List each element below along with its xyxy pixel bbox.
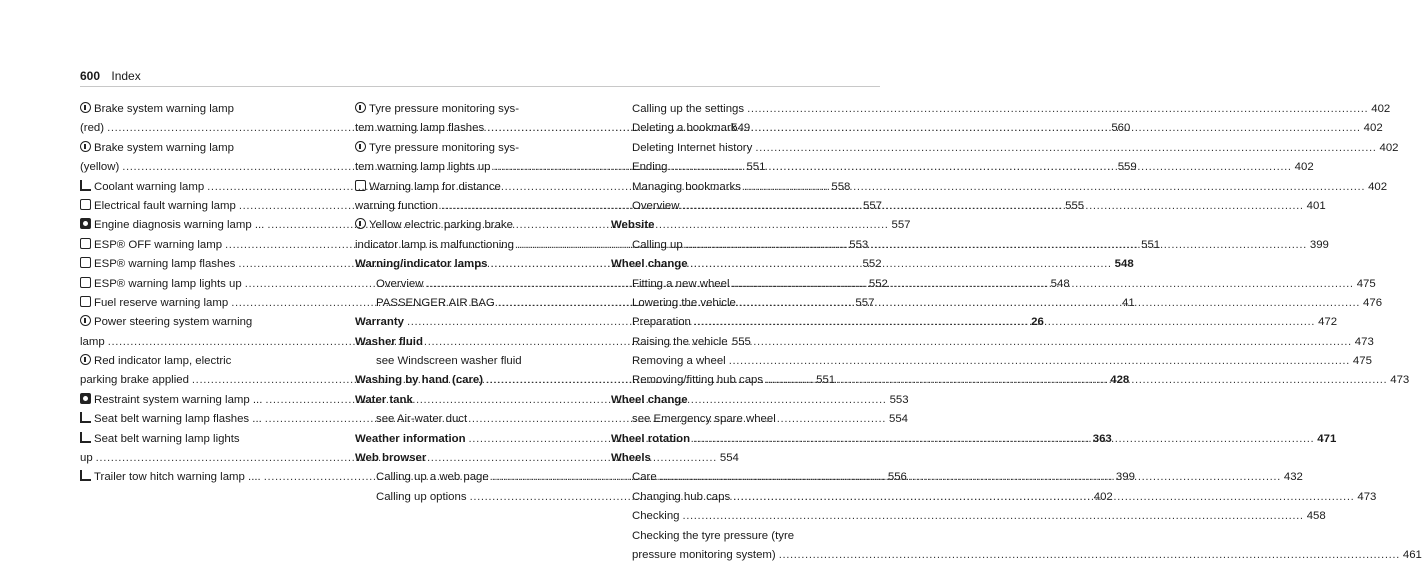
entry-label: (red) [80,122,105,135]
engine-icon [80,218,91,229]
entry-label: ESP® OFF warning lamp [94,238,223,251]
entry-page-number[interactable]: 557 [891,219,911,232]
entry-text [80,275,242,294]
entry-page-number[interactable]: 402 [1368,180,1388,193]
entry-text [632,527,794,546]
index-entry [80,352,318,371]
index-entry [355,100,590,119]
entry-text [355,178,501,197]
entry-page-number[interactable]: 471 [1317,432,1337,445]
esp-off-icon [80,238,91,249]
index-entry [355,352,590,371]
entry-page-number[interactable]: 559 [1117,161,1137,174]
leader-dots [739,119,1360,138]
entry-page-number[interactable]: 472 [1318,316,1338,329]
entry-label: Wheels [611,452,651,465]
entry-label: tem warning lamp lights up [355,161,491,174]
entry-label: Removing a wheel [632,355,726,368]
index-entry [611,100,1391,119]
entry-page-number[interactable]: 555 [1065,199,1085,212]
page-number: 600 [80,69,101,83]
entry-text [355,216,513,235]
entry-text [355,100,519,119]
index-entry [611,216,865,235]
entry-page-number[interactable]: 363 [1092,432,1112,445]
index-entry [355,178,590,197]
entry-text [80,449,93,468]
leader-dots [686,236,1307,255]
entry-label: Deleting Internet history [632,141,753,154]
index-entry [355,139,590,158]
trailer-hitch-icon [80,470,91,481]
entry-text [80,333,105,352]
leader-dots [747,100,1368,119]
entry-text [632,197,679,216]
entry-text [355,158,491,177]
entry-text [355,255,487,274]
entry-label: see Emergency spare wheel [632,413,776,426]
entry-page-number[interactable]: 551 [816,374,836,387]
leader-dots [733,275,1354,294]
entry-text [632,410,776,429]
entry-label: Washer fluid [355,335,423,348]
entry-label: Lowering the vehicle [632,296,736,309]
entry-label: Checking the tyre pressure (tyre [632,529,795,542]
index-entry [611,139,1399,158]
entry-label: Electrical fault warning lamp [94,199,236,212]
index-entry [611,507,1326,526]
entry-text [376,294,495,313]
entry-page-number[interactable]: 428 [1110,374,1130,387]
entry-label: Preparation [632,316,691,329]
index-entry [80,313,318,332]
entry-label: tem warning lamp flashes [355,122,485,135]
entry-text [376,352,522,371]
entry-text [80,255,235,274]
index-entry [611,178,1388,197]
index-entry [611,449,865,468]
entry-label: Restraint system warning lamp ... [94,393,263,406]
entry-page-number[interactable]: 475 [1356,277,1376,290]
entry-label: Calling up a web page [376,471,489,484]
leader-dots [693,430,1314,449]
entry-page-number[interactable]: 551 [746,161,766,174]
entry-label: Checking [632,510,680,523]
header-divider [80,86,880,87]
entry-text [80,468,261,487]
entry-text [632,546,776,565]
entry-label: lamp [80,335,105,348]
entry-text [632,158,667,177]
entry-page-number[interactable]: 458 [1306,510,1326,523]
entry-page-number[interactable]: 548 [1050,277,1070,290]
entry-text [632,488,730,507]
entry-text [355,139,519,158]
entry-text [355,236,514,255]
fuel-icon [80,296,91,307]
entry-label: Deleting a bookmark [632,122,737,135]
entry-label: Warning lamp for distance [369,180,501,193]
parking-brake-icon [355,218,366,229]
entry-text [80,391,262,410]
entry-page-number[interactable]: 402 [1371,103,1391,115]
entry-text [632,178,741,197]
index-entry [355,333,590,352]
entry-label: Calling up the settings [632,103,745,115]
entry-label: Raising the vehicle [632,335,728,348]
entry-label: Tyre pressure monitoring sys- [369,103,520,115]
entry-text [632,294,736,313]
entry-text [80,410,262,429]
entry-text [80,236,222,255]
entry-text [355,197,438,216]
leader-dots [733,488,1354,507]
leader-dots [729,352,1350,371]
entry-label: warning function [355,199,438,212]
entry-text [80,178,204,197]
entry-text [80,294,228,313]
leader-dots [739,294,1360,313]
entry-page-number[interactable]: 554 [719,452,739,465]
entry-page-number[interactable]: 558 [831,180,851,193]
entry-page-number[interactable]: 553 [849,238,869,251]
entry-label: Seat belt warning lamp flashes ... [94,413,262,426]
entry-text [355,430,466,449]
entry-label: Managing bookmarks [632,180,741,193]
entry-page-number[interactable]: 26 [1031,316,1044,329]
leader-dots [660,468,1281,487]
entry-text [376,275,423,294]
battery-icon [80,199,91,210]
index-entry [611,352,1372,371]
entry-text [80,313,252,332]
entry-label: Care [632,471,657,484]
entry-text [632,333,728,352]
entry-label: Coolant warning lamp [94,180,205,193]
entry-text [355,449,426,468]
entry-text [80,430,240,449]
tyre-pressure-icon [355,141,366,152]
coolant-icon [80,180,91,191]
index-entry [355,410,590,429]
entry-label: Fuel reserve warning lamp [94,296,229,309]
entry-label: Tyre pressure monitoring sys- [369,141,520,154]
entry-text [632,236,683,255]
entry-text [632,275,730,294]
index-entry [611,255,865,274]
steering-icon [80,315,91,326]
index-entry [80,430,318,449]
entry-label: Washing by hand (care) [355,374,484,387]
entry-page-number[interactable]: 554 [888,413,908,426]
entry-text [632,119,736,138]
seatbelt-icon [80,412,91,423]
entry-text [611,430,690,449]
entry-text [632,352,726,371]
leader-dots [694,313,1315,332]
entry-label: Fitting a new wheel [632,277,730,290]
entry-page-number[interactable]: 402 [1363,122,1383,135]
entry-label: Weather information [355,432,466,445]
entry-page-number[interactable]: 557 [863,199,883,212]
entry-label: Water tank [355,393,413,406]
entry-text [632,507,680,526]
entry-label: Website [611,219,655,232]
entry-text [611,255,688,274]
entry-label: Ending [632,161,668,174]
entry-label: see Air-water duct [376,413,468,426]
entry-label: Wheel change [611,393,688,406]
entry-page-number[interactable]: 399 [1115,471,1135,484]
entry-page-number[interactable]: 476 [1363,296,1383,309]
entry-page-number[interactable]: 41 [1121,296,1135,309]
entry-label: pressure monitoring system) [632,548,776,561]
entry-page-number[interactable]: 552 [868,277,888,290]
entry-page-number[interactable]: 549 [731,122,751,135]
tyre-pressure-icon [355,102,366,113]
leader-dots [779,546,1400,565]
entry-label: Trailer tow hitch warning lamp .... [94,471,261,484]
entry-label: Overview [376,277,424,290]
leader-dots [755,139,1376,158]
entry-label: Web browser [355,452,427,465]
entry-text [80,100,234,119]
entry-label: Power steering system warning [94,316,253,329]
entry-label: see Windscreen washer fluid [376,355,522,368]
entry-page-number[interactable]: 401 [1306,199,1326,212]
brake-red-icon [80,102,91,113]
entry-label: Calling up options [376,490,467,503]
entry-label: Calling up [632,238,683,251]
entry-page-number[interactable]: 402 [1379,141,1399,154]
entry-text [611,216,654,235]
entry-label: ESP® warning lamp flashes [94,258,236,271]
entry-page-number[interactable]: 552 [862,258,882,271]
leader-dots [744,178,1365,197]
entry-label: indicator lamp is malfunctioning [355,238,514,251]
entry-label: Wheel change [611,258,688,271]
entry-label: Brake system warning lamp [94,103,234,115]
entry-text [80,352,231,371]
entry-page-number[interactable]: 402 [1093,490,1113,503]
entry-label: ESP® warning lamp lights up [94,277,242,290]
distance-warning-icon [355,180,366,191]
entry-page-number[interactable]: 399 [1309,238,1329,251]
entry-text [611,391,688,410]
entry-text [355,371,483,390]
index-entry [611,391,865,410]
page-title: Index [111,69,141,83]
entry-text [355,391,413,410]
entry-text [632,100,744,119]
entry-label: Wheel rotation [611,432,691,445]
entry-text [355,119,484,138]
entry-page-number[interactable]: 475 [1352,355,1372,368]
index-entry [355,391,590,410]
entry-text [632,468,657,487]
index-entry [355,449,590,468]
entry-text [355,333,423,352]
page-header [80,69,141,83]
entry-page-number[interactable]: 473 [1357,490,1377,503]
entry-text [80,158,119,177]
entry-label: Engine diagnosis warning lamp ... [94,219,265,232]
entry-label: parking brake applied [80,374,189,387]
index-entry [611,527,865,546]
entry-text [632,313,691,332]
leader-dots [766,371,1387,390]
entry-page-number[interactable]: 560 [1111,122,1131,135]
entry-text [80,216,264,235]
index-entry [80,100,318,119]
leader-dots [670,158,1291,177]
entry-page-number[interactable]: 461 [1402,548,1422,561]
entry-text [376,468,489,487]
entry-label: Warning/indicator lamps [355,258,488,271]
entry-label: PASSENGER AIR BAG [376,296,495,309]
entry-label: Brake system warning lamp [94,141,234,154]
entry-page-number[interactable]: 548 [1114,258,1134,271]
entry-text [376,410,467,429]
entry-text [611,449,651,468]
entry-text [80,139,234,158]
entry-text [80,119,104,138]
brake-yellow-icon [80,141,91,152]
entry-label: Red indicator lamp, electric [94,355,232,368]
entry-page-number[interactable]: 553 [889,393,909,406]
esp-icon [80,277,91,288]
index-entry [80,139,318,158]
entry-label: up [80,452,93,465]
entry-page-number[interactable]: 473 [1390,374,1410,387]
entry-label: Seat belt warning lamp lights [94,432,240,445]
index-entry [611,546,1422,565]
entry-label: Yellow electric parking brake [369,219,513,232]
entry-text [632,371,763,390]
entry-label: Warranty [355,316,404,329]
restraint-icon [80,393,91,404]
entry-label: Overview [632,199,680,212]
entry-text [80,371,189,390]
seatbelt-icon [80,432,91,443]
leader-dots [731,333,1352,352]
entry-page-number[interactable]: 402 [1294,161,1314,174]
entry-page-number[interactable]: 551 [1141,238,1161,251]
entry-label: Removing/fitting hub caps [632,374,764,387]
index-entry [355,216,590,235]
entry-text [355,313,404,332]
leader-dots [682,197,1303,216]
entry-page-number[interactable]: 432 [1283,471,1303,484]
entry-page-number[interactable]: 557 [855,296,875,309]
esp-icon [80,257,91,268]
entry-label: (yellow) [80,161,120,174]
entry-page-number[interactable]: 555 [731,335,751,348]
entry-text [632,139,752,158]
leader-dots [683,507,1304,526]
index-entry [611,410,865,429]
entry-label: Changing hub caps [632,490,731,503]
index-entry [611,333,1374,352]
parking-brake-icon [80,354,91,365]
entry-page-number[interactable]: 556 [887,471,907,484]
entry-page-number[interactable]: 473 [1354,335,1374,348]
entry-text [80,197,236,216]
entry-text [376,488,467,507]
